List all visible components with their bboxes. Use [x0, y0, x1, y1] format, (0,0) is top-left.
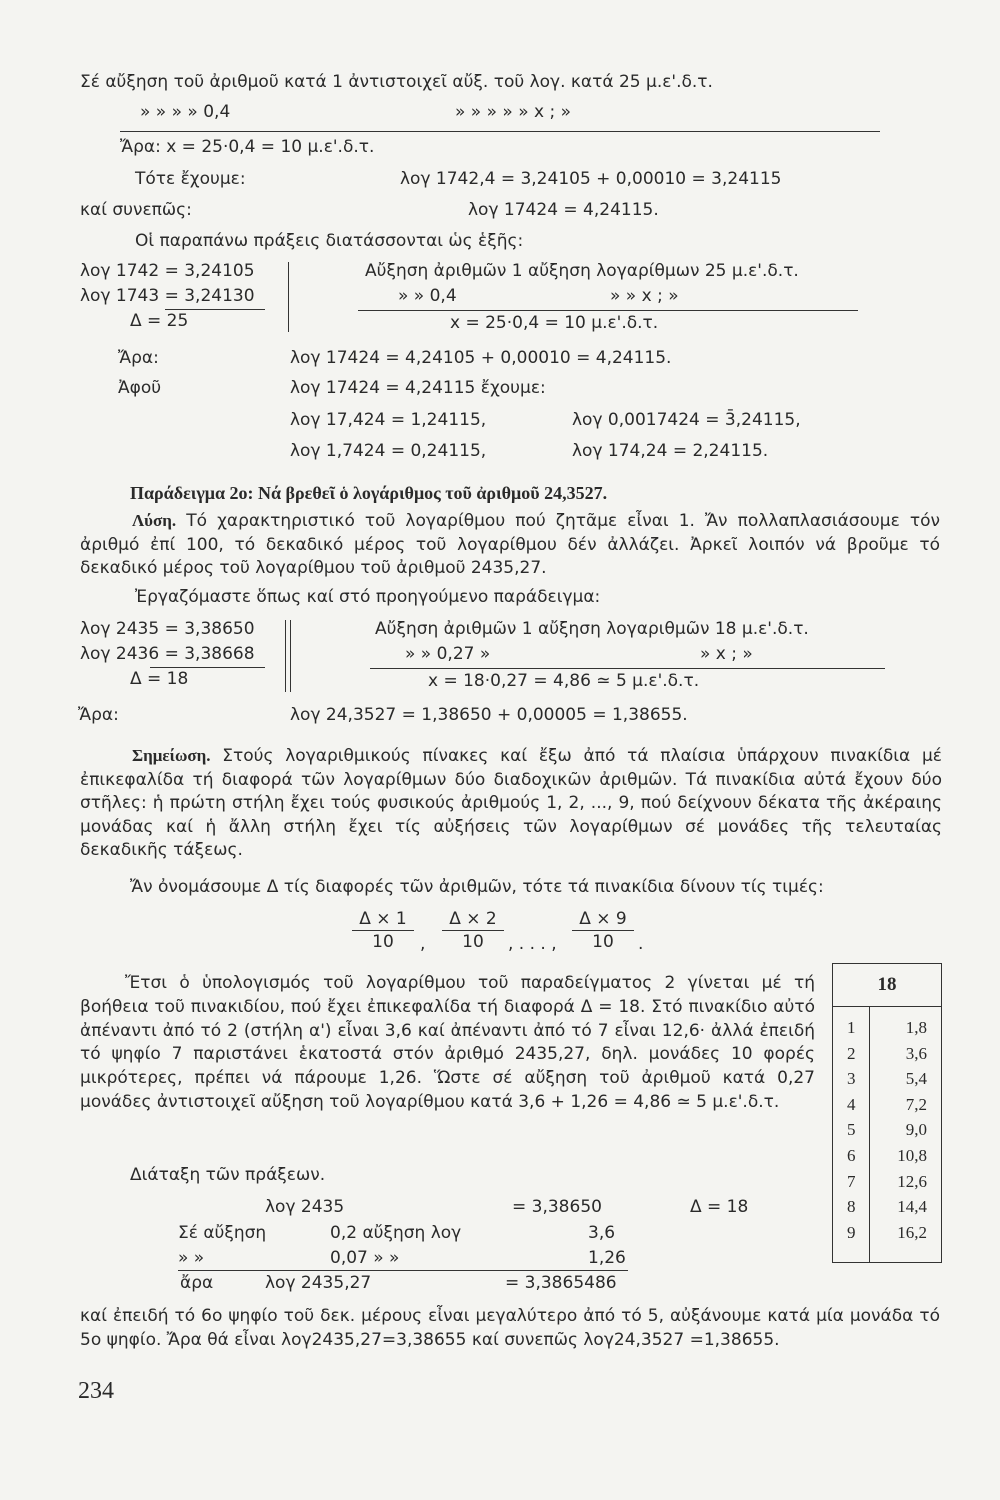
- table-row: [833, 1041, 941, 1067]
- text-line: λογ 0,0017424 = 3̄,24115,: [572, 410, 801, 430]
- row-key: 2: [847, 1043, 856, 1063]
- text-line: » » » » 0,4: [140, 102, 231, 122]
- layout-cell: 0,07 » »: [330, 1248, 400, 1268]
- fraction-numerator: Δ × 2: [442, 908, 504, 931]
- row-value: 1,8: [905, 1018, 927, 1037]
- text-line: λογ 17424 = 4,24115.: [468, 200, 659, 220]
- fraction-denominator: 10: [462, 932, 484, 952]
- text-line: Ἐργαζόμαστε ὅπως καί στό προηγούμενο παράδειγμα:: [135, 587, 601, 607]
- text-line: λογ 174,24 = 2,24115.: [572, 441, 769, 461]
- rule: [120, 131, 880, 132]
- text-line: Τότε ἔχουμε:: [135, 169, 246, 189]
- table-row: [833, 1194, 941, 1220]
- scheme-right: » x ; »: [700, 644, 753, 664]
- row-value: 9,0: [905, 1120, 927, 1140]
- solution-paragraph: [80, 509, 940, 581]
- scheme-right: Αὔξηση ἀριθμῶν 1 αὔξηση λογαριθμῶν 18 μ.ε'.δ.τ.: [375, 619, 809, 639]
- text-line: Ἄρα: x = 25·0,4 = 10 μ.ε'.δ.τ.: [120, 137, 375, 157]
- layout-cell: 0,2 αὔξηση λογ: [330, 1223, 462, 1243]
- row-key: 4: [847, 1094, 856, 1114]
- text-line: λογ 17424 = 4,24105 + 0,00010 = 4,24115.: [290, 348, 672, 368]
- scheme-left: λογ 1742 = 3,24105: [80, 261, 255, 281]
- table-row: [833, 1066, 941, 1092]
- note-label: Σημείωση.: [132, 746, 211, 765]
- table-row: [833, 1220, 941, 1246]
- table-row: [833, 1015, 941, 1041]
- scheme-left: λογ 2435 = 3,38650: [80, 619, 255, 639]
- layout-cell: 3,6: [588, 1223, 616, 1243]
- text-line: » » » » » x ; »: [455, 102, 572, 122]
- table-body: [833, 1007, 941, 1245]
- scheme-left: λογ 1743 = 3,24130: [80, 286, 255, 306]
- scheme-right: » » 0,4: [398, 286, 457, 306]
- scheme-right: x = 25·0,4 = 10 μ.ε'.δ.τ.: [450, 313, 659, 333]
- scheme-left: λογ 2436 = 3,38668: [80, 644, 255, 664]
- separator: , . . . ,: [508, 934, 557, 954]
- table-row: [833, 1092, 941, 1118]
- separator: .: [638, 934, 644, 954]
- layout-cell: λογ 2435: [265, 1197, 345, 1217]
- row-value: 5,4: [905, 1069, 927, 1089]
- scheme-left: Δ = 25: [130, 311, 189, 331]
- layout-cell: = 3,38650: [512, 1197, 602, 1217]
- vertical-rule: [290, 620, 291, 692]
- fraction-numerator: Δ × 1: [352, 908, 414, 931]
- table-row: [833, 1117, 941, 1143]
- row-key: 5: [847, 1120, 856, 1140]
- scheme-right: » » 0,27 »: [405, 644, 491, 664]
- fraction: [442, 908, 504, 953]
- label: Ἀφοῦ: [118, 378, 162, 398]
- fraction-denominator: 10: [372, 932, 394, 952]
- table-row: [833, 1143, 941, 1169]
- label: Ἄρα:: [78, 705, 119, 725]
- note-text: Στούς λογαριθμικούς πίνακες καί ἔξω ἀπό τά πλαίσια ὑπάρχουν πινακίδια μέ ἐπικεφαλίδα τή διαφορά τῶν λογαρίθμων δύο διαδοχικῶν ἀριθμῶν. Τά πινακίδια αὐτά ἔχουν δύο στῆλες: ἡ πρώτη στήλη ἔχει τούς φυσικούς ἀριθμούς 1, 2, ..., 9, πού δείχνουν δέκατα τῆς ἀκέραιης μονάδας καί ἡ ἄλλη στήλη ἔχει τίς αὐξήσεις τῶν λογαρίθμων σέ μονάδες τῆς τελευταίας δεκαδικῆς τάξεως.: [80, 746, 942, 861]
- fraction: [352, 908, 414, 953]
- row-key: 8: [847, 1197, 856, 1217]
- row-value: 7,2: [905, 1094, 927, 1114]
- text-line: καί συνεπῶς:: [80, 200, 192, 220]
- solution-label: Λύση.: [132, 511, 177, 530]
- text-line: Διάταξη τῶν πράξεων.: [130, 1165, 326, 1185]
- row-key: 6: [847, 1145, 856, 1165]
- vertical-rule: [285, 620, 286, 692]
- layout-cell: » »: [178, 1248, 205, 1268]
- row-key: 3: [847, 1069, 856, 1089]
- note-paragraph: [80, 744, 942, 863]
- text-line: Οἱ παραπάνω πράξεις διατάσσονται ὡς ἑξῆς:: [135, 231, 524, 251]
- label: Ἄρα:: [118, 348, 159, 368]
- row-value: 12,6: [897, 1171, 927, 1191]
- fraction-numerator: Δ × 9: [572, 908, 634, 931]
- page-number: 234: [78, 1378, 114, 1404]
- row-value: 10,8: [897, 1145, 927, 1165]
- text-line: λογ 24,3527 = 1,38650 + 0,00005 = 1,38655.: [290, 705, 688, 725]
- fraction: [572, 908, 634, 953]
- row-value: 3,6: [905, 1043, 927, 1063]
- table-row: [833, 1169, 941, 1195]
- text-line: λογ 1742,4 = 3,24105 + 0,00010 = 3,24115: [400, 169, 782, 189]
- scheme-right: » » x ; »: [610, 286, 679, 306]
- text-line: λογ 1,7424 = 0,24115,: [290, 441, 487, 461]
- scheme-left: Δ = 18: [130, 669, 189, 689]
- vertical-rule: [288, 262, 289, 332]
- calc-paragraph: Ἔτσι ὁ ὑπολογισμός τοῦ λογαρίθμου τοῦ παραδείγματος 2 γίνεται μέ τή βοήθεια τοῦ πινακιδίου, πού ἔχει ἐπικεφαλίδα τή διαφορά Δ = 18. Στό πινακίδιο αὐτό ἀπέναντι ἀπό τό 2 (στήλη α') εἶναι 3,6 καί ἀπέναντι ἀπό τό 7 εἶναι 12,6· ἀλλά ἐπειδή τό ψηφίο 7 παριστάνει ἑκατοστά στόν ἀριθμό 2435,27, δηλ. μονάδες 10 φορές μικρότερες, πρέπει νά πάρουμε 1,26. Ὥστε σέ αὔξηση τοῦ ἀριθμοῦ κατά 0,27 μονάδες ἀντιστοιχεῖ αὔξηση τοῦ λογαρίθμου κατά 3,6 + 1,26 = 4,86 ≃ 5 μ.ε'.δ.τ.: [80, 973, 815, 1112]
- row-key: 1: [847, 1018, 856, 1037]
- layout-cell: Δ = 18: [690, 1197, 749, 1217]
- text-line: Ἄν ὀνομάσουμε Δ τίς διαφορές τῶν ἀριθμῶν, τότε τά πινακίδια δίνουν τίς τιμές:: [130, 877, 824, 897]
- layout-cell: 1,26: [588, 1248, 626, 1268]
- fraction-denominator: 10: [592, 932, 614, 952]
- scheme-right: x = 18·0,27 = 4,86 ≃ 5 μ.ε'.δ.τ.: [428, 671, 700, 691]
- layout-cell: λογ 2435,27: [265, 1273, 372, 1293]
- separator: ,: [420, 934, 426, 954]
- text-line: λογ 17,424 = 1,24115,: [290, 410, 487, 430]
- row-key: 9: [847, 1222, 856, 1242]
- row-value: 16,2: [897, 1222, 927, 1242]
- text-line: λογ 17424 = 4,24115 ἔχουμε:: [290, 378, 546, 398]
- table-header: 18: [833, 964, 941, 1007]
- final-paragraph: καί ἐπειδή τό 6ο ψηφίο τοῦ δεκ. μέρους εἶναι μεγαλύτερο ἀπό τό 5, αὐξάνουμε κατά μία μονάδα τό 5ο ψηφίο. Ἄρα θά εἶναι λογ2435,27=3,38655 καί συνεπῶς λογ24,3527 =1,38655.: [80, 1306, 940, 1350]
- row-key: 7: [847, 1171, 856, 1191]
- text-line: Σέ αὔξηση τοῦ ἀριθμοῦ κατά 1 ἀντιστοιχεῖ αὔξ. τοῦ λογ. κατά 25 μ.ε'.δ.τ.: [80, 72, 713, 92]
- layout-cell: = 3,3865486: [505, 1273, 617, 1293]
- difference-table: [832, 963, 942, 1263]
- solution-text: Τό χαρακτηριστικό τοῦ λογαρίθμου πού ζητᾶμε εἶναι 1. Ἄν πολλαπλασιάσουμε τόν ἀριθμό ἐπί 100, τό δεκαδικό μέρος τοῦ λογαρίθμου δέν ἀλλάζει. Ἀρκεῖ λοιπόν νά βροῦμε τό δεκαδικό μέρος τοῦ λογαρίθμου τοῦ ἀριθμοῦ 2435,27.: [80, 511, 940, 579]
- layout-cell: ἄρα: [180, 1273, 214, 1293]
- row-value: 14,4: [897, 1197, 927, 1217]
- scheme-right: Αὔξηση ἀριθμῶν 1 αὔξηση λογαρίθμων 25 μ.ε'.δ.τ.: [365, 261, 799, 281]
- layout-cell: Σέ αὔξηση: [178, 1223, 267, 1243]
- example-heading: Παράδειγμα 2ο: Νά βρεθεῖ ὁ λογάριθμος τοῦ ἀριθμοῦ 24,3527.: [130, 483, 608, 503]
